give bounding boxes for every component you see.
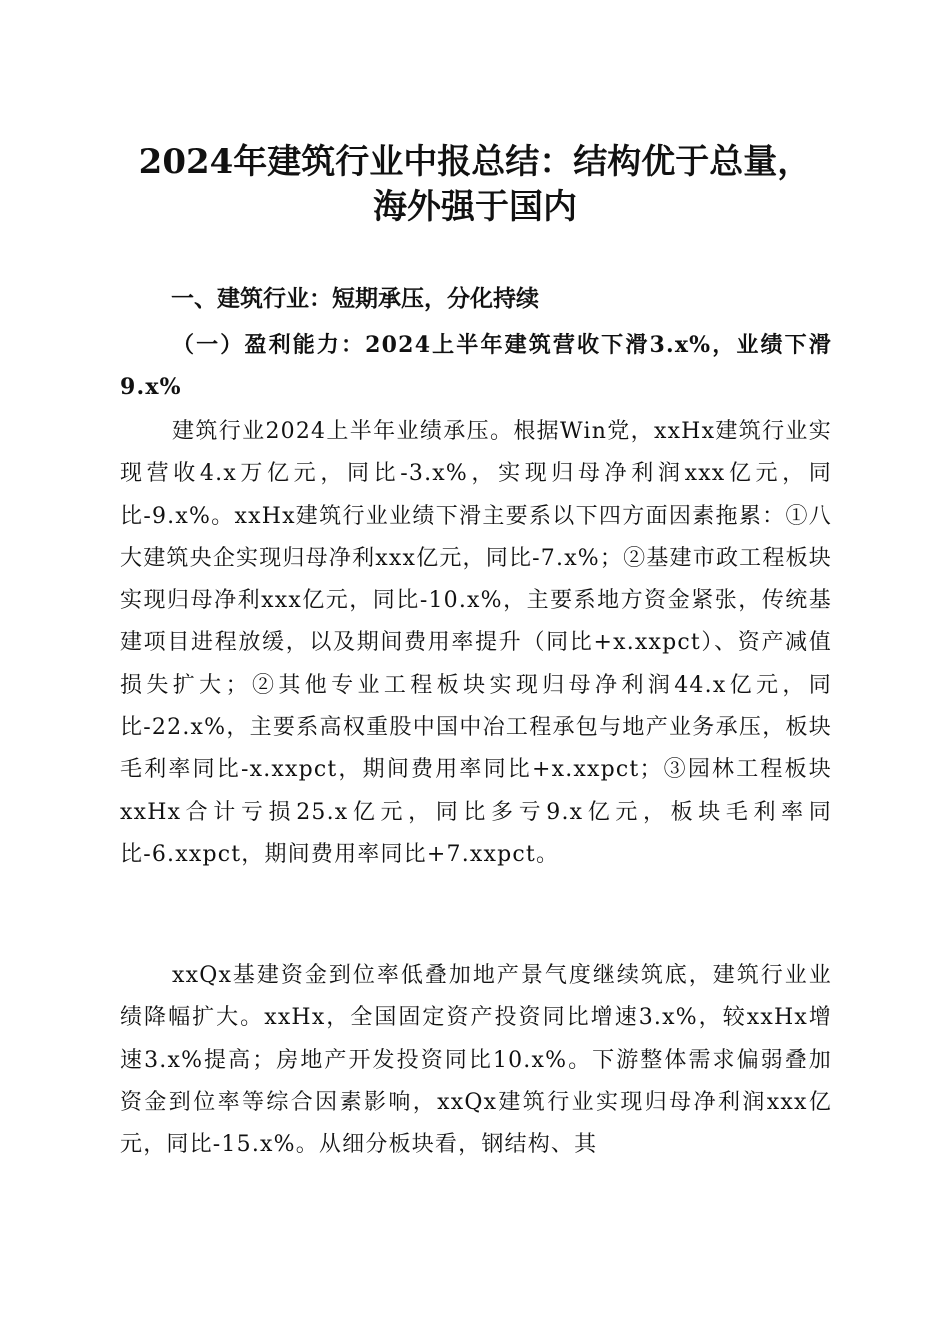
subsection-heading: （一）盈利能力：2024上半年建筑营收下滑3.x%，业绩下滑9.x% [120,332,832,400]
body-paragraph-1: 建筑行业2024上半年业绩承压。根据Win党，xxHx建筑行业实现营收4.x万亿元，同比-3.x%，实现归母净利润xxx亿元，同比-9.x%。xxHx建筑行业业绩下滑主要系以下四方面因素拖累：①八大建筑央企实现归母净利xxx亿元，同比-7.x%；②基建市政工程板块实现归母净利xxx亿元，同比-10.x%，主要系地方资金紧张，传统基建项目进程放缓，以及期间费用率提升（同比+x.xxpct）、资产减值损失扩大；②其他专业工程板块实现归母净利润44.x亿元，同比-22.x%，主要系高权重股中国中冶工程承包与地产业务承压，板块毛利率同比-x.xxpct，期间费用率同比+x.xxpct；③园林工程板块xxHx合计亏损25.x亿元，同比多亏9.x亿元，板块毛利率同比-6.xxpct，期间费用率同比+7.xxpct。 [120,419,832,867]
document-title-line-1: 2024年建筑行业中报总结：结构优于总量， [138,142,812,182]
body-paragraph-2: xxQx基建资金到位率低叠加地产景气度继续筑底，建筑行业业绩降幅扩大。xxHx，全国固定资产投资同比增速3.x%，较xxHx增速3.x%提高；房地产开发投资同比10.x%。下游整体需求偏弱叠加资金到位率等综合因素影响，xxQx建筑行业实现归母净利润xxx亿元，同比-15.x%。从细分板块看，钢结构、其 [120,963,832,1158]
section-heading: 一、建筑行业：短期承压，分化持续 [171,286,539,312]
document-title-line-2: 海外强于国内 [373,187,577,227]
